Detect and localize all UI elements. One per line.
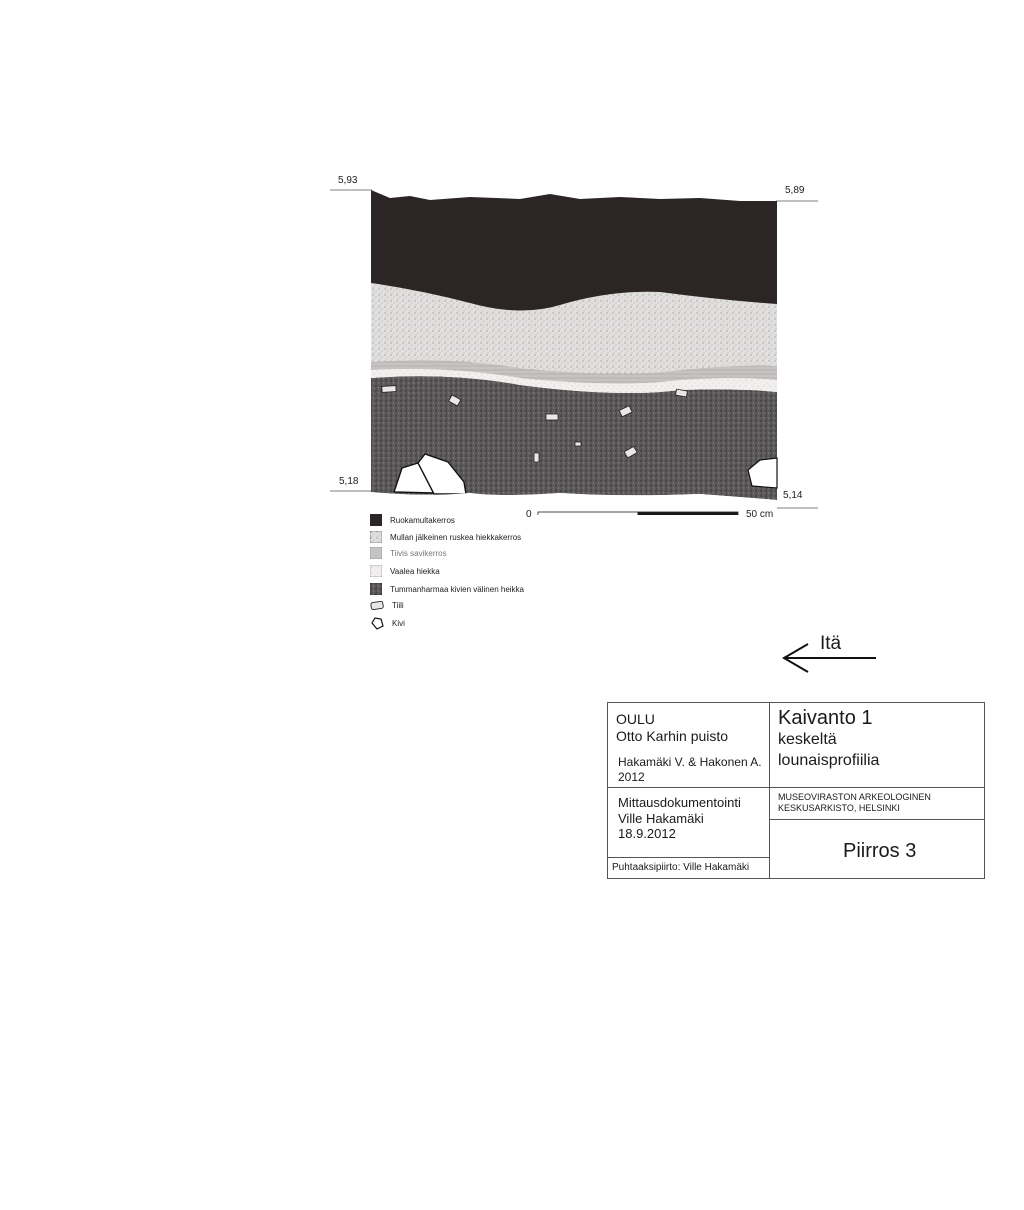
excavation-title: Kaivanto 1 (778, 707, 873, 729)
legend-label: Kivi (392, 618, 405, 628)
elevation-bottom-right: 5,14 (783, 490, 803, 501)
legend-item-brown-sand (370, 530, 521, 544)
title-block-divider (607, 787, 770, 788)
archive-line-1: MUSEOVIRASTON ARKEOLOGINEN (778, 792, 931, 802)
scale-label-end: 50 cm (746, 509, 774, 520)
archive-line-2: KESKUSARKISTO, HELSINKI (778, 803, 900, 813)
authors: Hakamäki V. & Hakonen A. (618, 755, 762, 769)
legend-swatch-icon (370, 565, 382, 577)
legend-label: Tummanharmaa kivien välinen heikka (390, 584, 524, 594)
scale-label-start: 0 (526, 509, 532, 520)
clean-copy-credit: Puhtaaksipiirto: Ville Hakamäki (612, 862, 750, 873)
title-block-divider (769, 787, 985, 788)
elevation-top-left: 5,93 (338, 175, 358, 186)
stone-icon (370, 616, 384, 630)
direction-label: Itä (820, 633, 842, 654)
title-block-divider (769, 819, 985, 820)
profile-location: keskeltä (778, 731, 837, 748)
year: 2012 (618, 770, 645, 784)
drawing-number: Piirros 3 (843, 840, 917, 862)
legend-swatch-icon (370, 531, 382, 543)
scale-bar-light (538, 512, 638, 515)
brick-shape (534, 453, 539, 462)
survey-date: 18.9.2012 (618, 826, 676, 841)
survey-title: Mittausdokumentointi (618, 795, 741, 810)
legend-swatch-icon (370, 514, 382, 526)
legend-item-brick (370, 598, 404, 612)
title-block-divider-vertical (769, 702, 770, 879)
brick-shape (575, 442, 581, 446)
scale-bar-dark (638, 512, 738, 515)
legend-item-dark-gravel (370, 582, 524, 596)
brick-shape (382, 386, 396, 393)
city-name: OULU (616, 711, 655, 727)
legend-item-topsoil (370, 513, 455, 527)
title-block-divider (607, 857, 770, 858)
elevation-bottom-left: 5,18 (339, 476, 359, 487)
site-name: Otto Karhin puisto (616, 728, 729, 744)
legend-label: Ruokamultakerros (390, 515, 455, 525)
brick-icon (370, 599, 384, 611)
soil-profile-drawing (320, 170, 830, 515)
legend-label: Vaalea hiekka (390, 566, 440, 576)
legend-label: Tiili (392, 600, 404, 610)
legend-item-stone (370, 616, 405, 630)
profile-type: lounaisprofiilia (778, 752, 880, 769)
legend-label: Mullan jälkeinen ruskea hiekkakerros (390, 532, 522, 542)
legend-swatch-icon (370, 583, 382, 595)
legend-swatch-icon (370, 547, 382, 559)
legend-item-light-sand (370, 564, 440, 578)
legend-label: Tiivis savikerros (390, 548, 447, 558)
brick-shape (546, 414, 558, 420)
legend-item-clay (370, 546, 447, 560)
elevation-top-right: 5,89 (785, 185, 805, 196)
surveyor: Ville Hakamäki (618, 811, 704, 826)
layer-topsoil (371, 190, 777, 311)
